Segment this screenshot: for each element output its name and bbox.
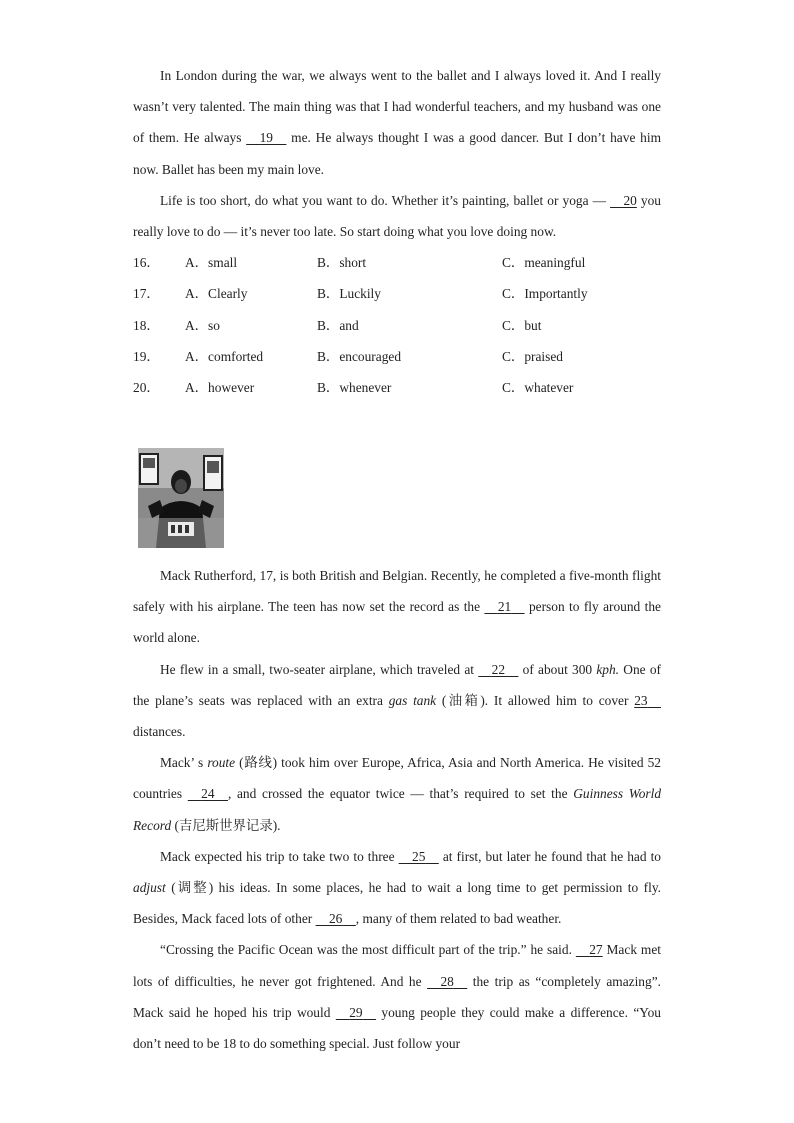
option-row [133, 278, 661, 309]
answer-options [133, 247, 661, 403]
paragraph-life-short: Life is too short, do what you want to do. Whether it’s painting, ballet or yoga — 20 you really love to do — it’s never too late. So start doing what you love doing now. [133, 185, 661, 247]
blank-19: 19 [259, 130, 273, 146]
paragraph-airplane: He flew in a small, two-seater airplane, which traveled at 22 of about 300 kph. One of the plane’s seats was replaced with an extra gas tank (油箱). It allowed him to cover 23 distances. [133, 654, 661, 748]
option-c: C．meaningful [502, 255, 586, 271]
option-a: A．small [185, 255, 238, 271]
option-b: B．short [317, 255, 367, 271]
blank-22: 22 [491, 661, 506, 677]
option-b: B．and [317, 317, 359, 333]
pilot-photo [138, 448, 224, 548]
passage-1 [133, 60, 661, 403]
option-c: C．whatever [502, 379, 574, 395]
option-c: C．praised [502, 348, 563, 364]
paragraph-expectation: Mack expected his trip to take two to three 25 at first, but later he found that he had to adjust (调整) his ideas. In some places, he had to wait a long time to get permission to fly. Besides, Mack faced lots of other 26 , many of them related to bad weather. [133, 841, 661, 935]
question-number: 16． [133, 255, 160, 271]
option-row [133, 341, 661, 372]
paragraph-ballet: In London during the war, we always went to the ballet and I always loved it. And I really wasn’t very talented. The main thing was that I had wonderful teachers, and my husband was one of them. He always 19 me. He always thought I was a good dancer. But I don’t have him now. Ballet has been my main love. [133, 68, 662, 177]
blank-28: 28 [440, 973, 454, 989]
option-c: C．Importantly [502, 286, 588, 302]
option-b: B．encouraged [317, 348, 402, 364]
option-b: B．Luckily [317, 286, 381, 302]
option-row [133, 247, 661, 278]
paragraph-mack-intro: Mack Rutherford, 17, is both British and Belgian. Recently, he completed a five-month flight safely with his airplane. The teen has now set the record as the 21 person to fly around the world alone. [133, 568, 661, 646]
option-a: A．comforted [185, 348, 264, 364]
question-number: 17． [133, 286, 160, 302]
question-number: 18． [133, 317, 160, 333]
option-row [133, 372, 661, 403]
option-row [133, 310, 661, 341]
blank-29: 29 [349, 1004, 363, 1020]
blank-21: 21 [497, 599, 512, 615]
paragraph-route: Mack’ s route (路线) took him over Europe, Africa, Asia and North America. He visited 52 countries 24 , and crossed the equator twice — that’s required to set the Guinness World Record (吉尼斯世界记录). [133, 755, 662, 833]
passage-2 [133, 560, 661, 1059]
question-number: 20． [133, 379, 160, 395]
question-number: 19． [133, 348, 160, 364]
blank-24: 24 [201, 786, 215, 802]
paragraph-pacific: “Crossing the Pacific Ocean was the most difficult part of the trip.” he said. 27 Mack met lots of difficulties, he never got frightened. And he 28 the trip as “completely amazing”. Mack said he hoped his trip would 29 young people they could make a difference. “You don’t need to be 18 to do something special. Just follow your [133, 934, 661, 1059]
blank-27: 27 [589, 942, 603, 958]
option-a: A．Clearly [185, 286, 248, 302]
blank-25: 25 [412, 848, 426, 864]
option-b: B．whenever [317, 379, 392, 395]
option-a: A．so [185, 317, 220, 333]
option-c: C．but [502, 317, 542, 333]
blank-20: 20 [623, 192, 637, 208]
blank-26: 26 [328, 911, 343, 927]
blank-23: 23 [634, 692, 648, 708]
option-a: A．however [185, 379, 255, 395]
